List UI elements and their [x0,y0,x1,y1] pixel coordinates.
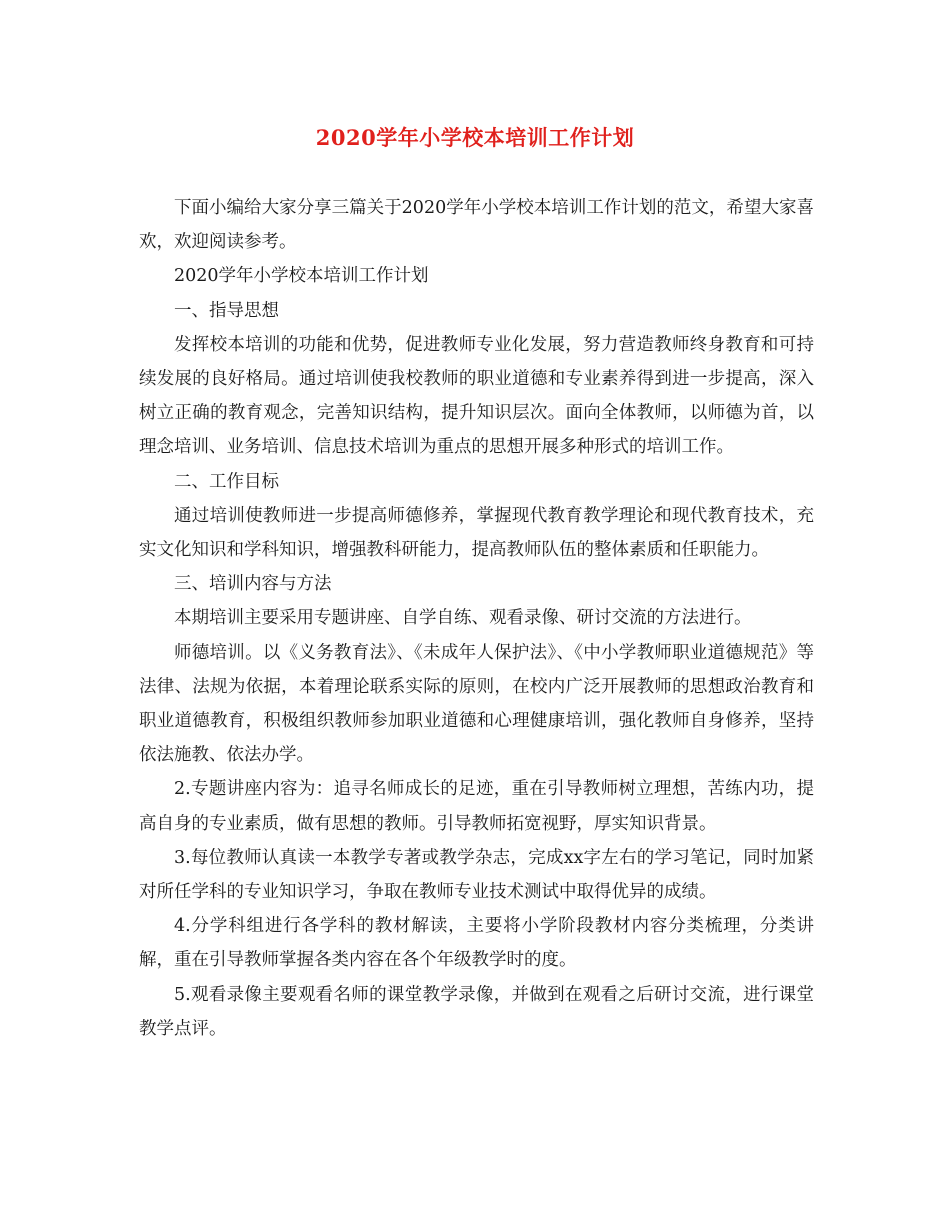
document-body [139,191,814,1046]
paragraph-item-2: 2.专题讲座内容为：追寻名师成长的足迹，重在引导教师树立理想，苦练内功，提高自身的专业素质，做有思想的教师。引导教师拓宽视野，厚实知识背景。 [139,779,814,834]
section-heading-work-goals: 二、工作目标 [174,471,279,492]
paragraph-item-4: 4.分学科组进行各学科的教材解读，主要将小学阶段教材内容分类梳理，分类讲解，重在引导教师掌握各类内容在各个年级教学时的度。 [139,916,814,971]
paragraph-ethics-training: 师德培训。以《义务教育法》、《未成年人保护法》、《中小学教师职业道德规范》等法律、法规为依据，本着理论联系实际的原则，在校内广泛开展教师的思想政治教育和职业道德教育，积极组织教师参加职业道德和心理健康培训，强化教师自身修养，坚持依法施教、依法办学。 [139,642,814,766]
paragraph-guiding-ideology: 发挥校本培训的功能和优势，促进教师专业化发展，努力营造教师终身教育和可持续发展的良好格局。通过培训使我校教师的职业道德和专业素养得到进一步提高，深入树立正确的教育观念，完善知识结构，提升知识层次。面向全体教师，以师德为首，以理念培训、业务培训、信息技术培训为重点的思想开展多种形式的培训工作。 [139,334,814,458]
section-heading-content-methods: 三、培训内容与方法 [174,574,332,595]
section-heading-guiding-ideology: 一、指导思想 [174,300,279,321]
paragraph-item-5: 5.观看录像主要观看名师的课堂教学录像，并做到在观看之后研讨交流，进行课堂教学点评。 [139,984,814,1039]
document-title: 2020学年小学校本培训工作计划 [315,125,635,150]
paragraph-work-goals: 通过培训使教师进一步提高师德修养，掌握现代教育教学理论和现代教育技术，充实文化知识和学科知识，增强教科研能力，提高教师队伍的整体素质和任职能力。 [139,505,814,561]
intro-paragraph: 下面小编给大家分享三篇关于2020学年小学校本培训工作计划的范文，希望大家喜欢，欢迎阅读参考。 [139,198,814,253]
paragraph-item-3: 3.每位教师认真读一本教学专著或教学杂志，完成xx字左右的学习笔记，同时加紧对所任学科的专业知识学习，争取在教师专业技术测试中取得优异的成绩。 [139,847,814,903]
paragraph-methods: 本期培训主要采用专题讲座、自学自练、观看录像、研讨交流的方法进行。 [174,608,752,629]
subtitle-paragraph: 2020学年小学校本培训工作计划 [174,266,429,287]
